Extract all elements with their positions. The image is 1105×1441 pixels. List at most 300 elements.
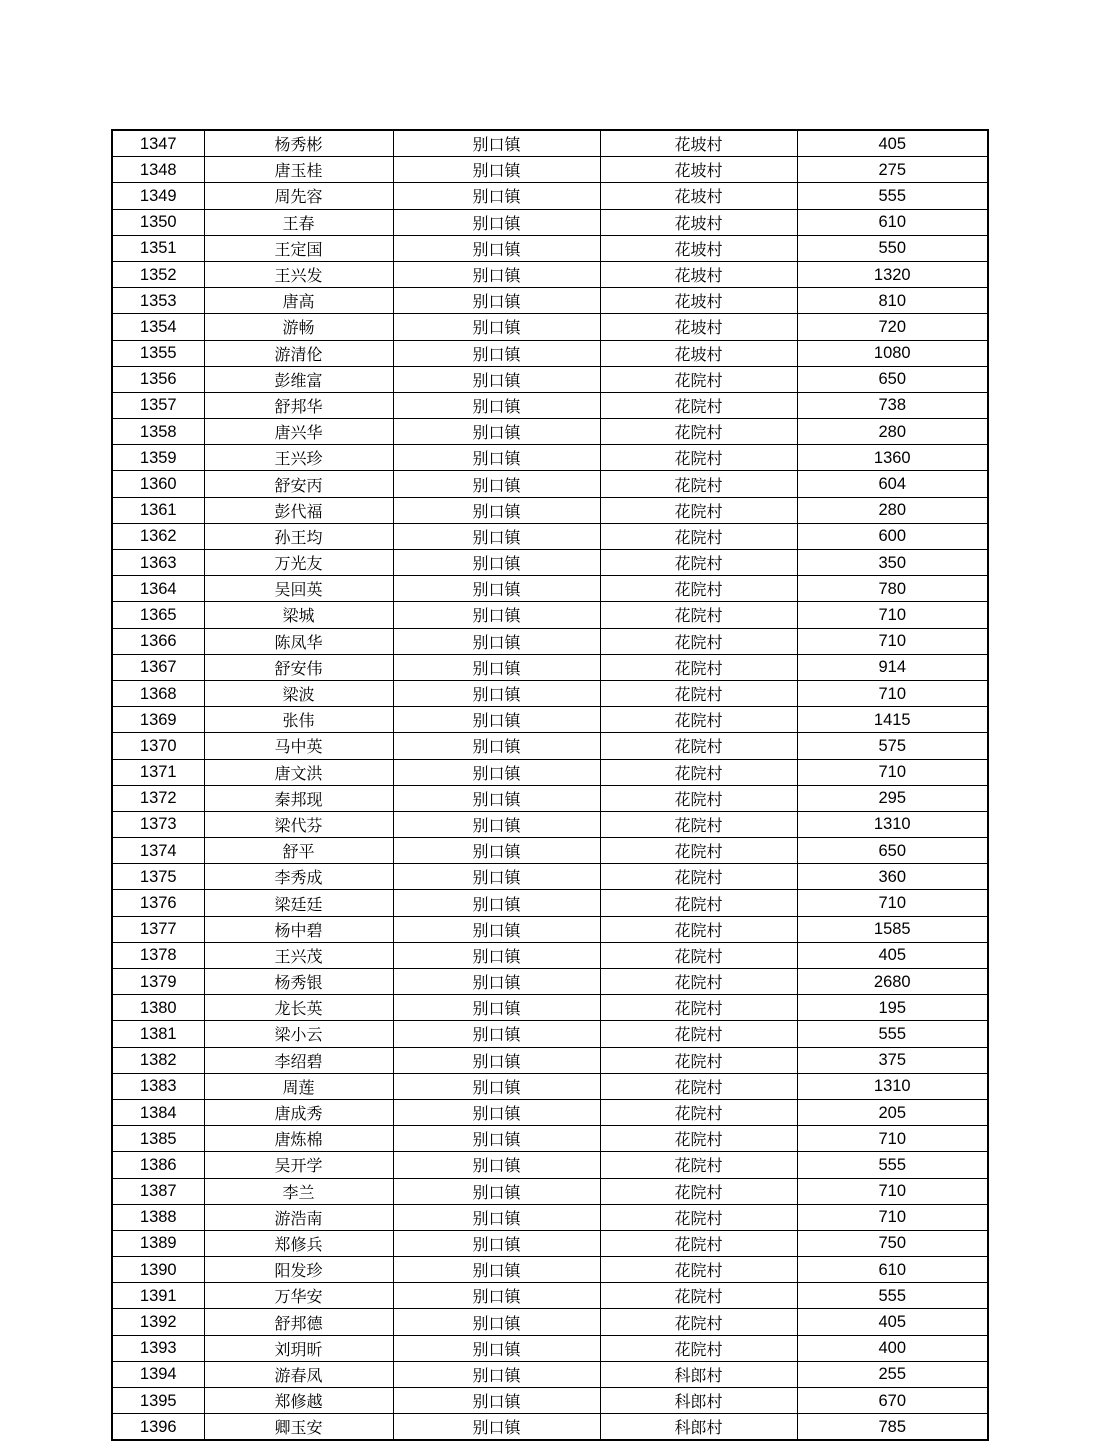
name-cell: 梁廷廷 — [204, 890, 393, 916]
name-cell: 舒邦德 — [204, 1309, 393, 1335]
town-cell: 别口镇 — [393, 130, 600, 157]
table-row — [112, 1309, 988, 1335]
row-number-cell: 1351 — [112, 235, 204, 261]
amount-cell: 914 — [797, 654, 988, 680]
name-cell: 张伟 — [204, 707, 393, 733]
table-row — [112, 654, 988, 680]
amount-cell: 600 — [797, 523, 988, 549]
town-cell: 别口镇 — [393, 1047, 600, 1073]
town-cell: 别口镇 — [393, 1073, 600, 1099]
amount-cell: 555 — [797, 183, 988, 209]
name-cell: 杨秀彬 — [204, 130, 393, 157]
village-cell: 花院村 — [600, 680, 797, 706]
table-row — [112, 1283, 988, 1309]
town-cell: 别口镇 — [393, 1309, 600, 1335]
town-cell: 别口镇 — [393, 811, 600, 837]
town-cell: 别口镇 — [393, 314, 600, 340]
village-cell: 花院村 — [600, 995, 797, 1021]
name-cell: 舒安丙 — [204, 471, 393, 497]
name-cell: 彭代福 — [204, 497, 393, 523]
amount-cell: 275 — [797, 157, 988, 183]
village-cell: 花院村 — [600, 471, 797, 497]
amount-cell: 400 — [797, 1335, 988, 1361]
amount-cell: 810 — [797, 288, 988, 314]
table-row — [112, 130, 988, 157]
row-number-cell: 1362 — [112, 523, 204, 549]
row-number-cell: 1352 — [112, 261, 204, 287]
amount-cell: 1310 — [797, 1073, 988, 1099]
village-cell: 花院村 — [600, 838, 797, 864]
name-cell: 王兴发 — [204, 261, 393, 287]
town-cell: 别口镇 — [393, 1152, 600, 1178]
name-cell: 唐高 — [204, 288, 393, 314]
town-cell: 别口镇 — [393, 864, 600, 890]
row-number-cell: 1348 — [112, 157, 204, 183]
table-row — [112, 1152, 988, 1178]
amount-cell: 405 — [797, 130, 988, 157]
name-cell: 万华安 — [204, 1283, 393, 1309]
village-cell: 花院村 — [600, 602, 797, 628]
row-number-cell: 1375 — [112, 864, 204, 890]
amount-cell: 720 — [797, 314, 988, 340]
amount-cell: 375 — [797, 1047, 988, 1073]
village-cell: 花院村 — [600, 785, 797, 811]
village-cell: 花院村 — [600, 916, 797, 942]
town-cell: 别口镇 — [393, 654, 600, 680]
row-number-cell: 1358 — [112, 419, 204, 445]
table-row — [112, 785, 988, 811]
table-row — [112, 1414, 988, 1441]
table-row — [112, 602, 988, 628]
name-cell: 孙王均 — [204, 523, 393, 549]
village-cell: 花院村 — [600, 419, 797, 445]
amount-cell: 555 — [797, 1283, 988, 1309]
village-cell: 花院村 — [600, 654, 797, 680]
row-number-cell: 1364 — [112, 576, 204, 602]
amount-cell: 650 — [797, 838, 988, 864]
table-row — [112, 1257, 988, 1283]
village-cell: 花院村 — [600, 497, 797, 523]
village-cell: 花院村 — [600, 1073, 797, 1099]
name-cell: 王春 — [204, 209, 393, 235]
town-cell: 别口镇 — [393, 1388, 600, 1414]
village-cell: 花坡村 — [600, 183, 797, 209]
name-cell: 王定国 — [204, 235, 393, 261]
row-number-cell: 1366 — [112, 628, 204, 654]
table-row — [112, 497, 988, 523]
village-cell: 花院村 — [600, 576, 797, 602]
table-row — [112, 471, 988, 497]
table-row — [112, 759, 988, 785]
amount-cell: 2680 — [797, 969, 988, 995]
row-number-cell: 1381 — [112, 1021, 204, 1047]
table-row — [112, 890, 988, 916]
amount-cell: 205 — [797, 1099, 988, 1125]
row-number-cell: 1393 — [112, 1335, 204, 1361]
row-number-cell: 1355 — [112, 340, 204, 366]
town-cell: 别口镇 — [393, 628, 600, 654]
table-row — [112, 1021, 988, 1047]
row-number-cell: 1389 — [112, 1230, 204, 1256]
amount-cell: 1415 — [797, 707, 988, 733]
amount-cell: 575 — [797, 733, 988, 759]
row-number-cell: 1356 — [112, 366, 204, 392]
name-cell: 郑修越 — [204, 1388, 393, 1414]
name-cell: 舒邦华 — [204, 392, 393, 418]
name-cell: 万光友 — [204, 550, 393, 576]
amount-cell: 670 — [797, 1388, 988, 1414]
table-row — [112, 942, 988, 968]
row-number-cell: 1385 — [112, 1126, 204, 1152]
row-number-cell: 1369 — [112, 707, 204, 733]
town-cell: 别口镇 — [393, 235, 600, 261]
village-cell: 花院村 — [600, 445, 797, 471]
row-number-cell: 1382 — [112, 1047, 204, 1073]
row-number-cell: 1394 — [112, 1361, 204, 1387]
amount-cell: 604 — [797, 471, 988, 497]
town-cell: 别口镇 — [393, 209, 600, 235]
name-cell: 梁波 — [204, 680, 393, 706]
town-cell: 别口镇 — [393, 261, 600, 287]
name-cell: 游浩南 — [204, 1204, 393, 1230]
row-number-cell: 1396 — [112, 1414, 204, 1441]
village-cell: 花院村 — [600, 1126, 797, 1152]
amount-cell: 750 — [797, 1230, 988, 1256]
name-cell: 梁城 — [204, 602, 393, 628]
town-cell: 别口镇 — [393, 392, 600, 418]
village-cell: 花院村 — [600, 890, 797, 916]
amount-cell: 710 — [797, 1178, 988, 1204]
amount-cell: 710 — [797, 890, 988, 916]
town-cell: 别口镇 — [393, 1126, 600, 1152]
name-cell: 舒安伟 — [204, 654, 393, 680]
table-row — [112, 550, 988, 576]
row-number-cell: 1383 — [112, 1073, 204, 1099]
town-cell: 别口镇 — [393, 942, 600, 968]
table-row — [112, 1047, 988, 1073]
amount-cell: 350 — [797, 550, 988, 576]
town-cell: 别口镇 — [393, 1283, 600, 1309]
town-cell: 别口镇 — [393, 576, 600, 602]
row-number-cell: 1390 — [112, 1257, 204, 1283]
name-cell: 杨中碧 — [204, 916, 393, 942]
village-cell: 花院村 — [600, 811, 797, 837]
table-row — [112, 1178, 988, 1204]
village-cell: 花坡村 — [600, 130, 797, 157]
row-number-cell: 1387 — [112, 1178, 204, 1204]
row-number-cell: 1363 — [112, 550, 204, 576]
town-cell: 别口镇 — [393, 733, 600, 759]
amount-cell: 195 — [797, 995, 988, 1021]
name-cell: 王兴珍 — [204, 445, 393, 471]
name-cell: 舒平 — [204, 838, 393, 864]
table-row — [112, 288, 988, 314]
village-cell: 花坡村 — [600, 288, 797, 314]
table-row — [112, 157, 988, 183]
name-cell: 阳发珍 — [204, 1257, 393, 1283]
town-cell: 别口镇 — [393, 497, 600, 523]
row-number-cell: 1353 — [112, 288, 204, 314]
name-cell: 李兰 — [204, 1178, 393, 1204]
table-row — [112, 209, 988, 235]
row-number-cell: 1395 — [112, 1388, 204, 1414]
village-cell: 花坡村 — [600, 314, 797, 340]
table-row — [112, 1230, 988, 1256]
name-cell: 卿玉安 — [204, 1414, 393, 1441]
name-cell: 周先容 — [204, 183, 393, 209]
row-number-cell: 1388 — [112, 1204, 204, 1230]
village-cell: 花院村 — [600, 550, 797, 576]
town-cell: 别口镇 — [393, 1335, 600, 1361]
town-cell: 别口镇 — [393, 523, 600, 549]
name-cell: 郑修兵 — [204, 1230, 393, 1256]
town-cell: 别口镇 — [393, 969, 600, 995]
town-cell: 别口镇 — [393, 288, 600, 314]
table-row — [112, 864, 988, 890]
village-cell: 花院村 — [600, 392, 797, 418]
amount-cell: 555 — [797, 1021, 988, 1047]
village-cell: 科郎村 — [600, 1414, 797, 1441]
amount-cell: 1585 — [797, 916, 988, 942]
name-cell: 李秀成 — [204, 864, 393, 890]
row-number-cell: 1373 — [112, 811, 204, 837]
row-number-cell: 1376 — [112, 890, 204, 916]
amount-cell: 1080 — [797, 340, 988, 366]
town-cell: 别口镇 — [393, 1099, 600, 1125]
amount-cell: 360 — [797, 864, 988, 890]
town-cell: 别口镇 — [393, 366, 600, 392]
village-cell: 花院村 — [600, 969, 797, 995]
table-row — [112, 838, 988, 864]
name-cell: 梁小云 — [204, 1021, 393, 1047]
village-cell: 花院村 — [600, 1283, 797, 1309]
table-row — [112, 183, 988, 209]
village-cell: 科郎村 — [600, 1388, 797, 1414]
amount-cell: 650 — [797, 366, 988, 392]
village-cell: 花院村 — [600, 864, 797, 890]
town-cell: 别口镇 — [393, 680, 600, 706]
village-cell: 花坡村 — [600, 235, 797, 261]
name-cell: 周莲 — [204, 1073, 393, 1099]
name-cell: 吴回英 — [204, 576, 393, 602]
table-row — [112, 1361, 988, 1387]
table-row — [112, 392, 988, 418]
town-cell: 别口镇 — [393, 1361, 600, 1387]
town-cell: 别口镇 — [393, 838, 600, 864]
amount-cell: 785 — [797, 1414, 988, 1441]
amount-cell: 255 — [797, 1361, 988, 1387]
row-number-cell: 1386 — [112, 1152, 204, 1178]
name-cell: 刘玥昕 — [204, 1335, 393, 1361]
village-cell: 花院村 — [600, 942, 797, 968]
row-number-cell: 1377 — [112, 916, 204, 942]
amount-cell: 405 — [797, 942, 988, 968]
amount-cell: 738 — [797, 392, 988, 418]
table-row — [112, 707, 988, 733]
village-cell: 花坡村 — [600, 209, 797, 235]
amount-cell: 710 — [797, 628, 988, 654]
table-row — [112, 916, 988, 942]
town-cell: 别口镇 — [393, 471, 600, 497]
amount-cell: 710 — [797, 759, 988, 785]
town-cell: 别口镇 — [393, 550, 600, 576]
table-row — [112, 366, 988, 392]
table-row — [112, 995, 988, 1021]
town-cell: 别口镇 — [393, 1021, 600, 1047]
town-cell: 别口镇 — [393, 183, 600, 209]
table-row — [112, 314, 988, 340]
village-cell: 花院村 — [600, 1204, 797, 1230]
table-row — [112, 576, 988, 602]
village-cell: 科郎村 — [600, 1361, 797, 1387]
town-cell: 别口镇 — [393, 759, 600, 785]
town-cell: 别口镇 — [393, 890, 600, 916]
row-number-cell: 1372 — [112, 785, 204, 811]
row-number-cell: 1374 — [112, 838, 204, 864]
village-cell: 花院村 — [600, 707, 797, 733]
amount-cell: 1360 — [797, 445, 988, 471]
table-row — [112, 628, 988, 654]
row-number-cell: 1365 — [112, 602, 204, 628]
town-cell: 别口镇 — [393, 1230, 600, 1256]
amount-cell: 1320 — [797, 261, 988, 287]
name-cell: 梁代芬 — [204, 811, 393, 837]
table-row — [112, 680, 988, 706]
table-row — [112, 261, 988, 287]
town-cell: 别口镇 — [393, 995, 600, 1021]
table-row — [112, 733, 988, 759]
name-cell: 唐成秀 — [204, 1099, 393, 1125]
name-cell: 陈凤华 — [204, 628, 393, 654]
row-number-cell: 1392 — [112, 1309, 204, 1335]
table-row — [112, 969, 988, 995]
amount-cell: 780 — [797, 576, 988, 602]
table-row — [112, 1204, 988, 1230]
village-cell: 花院村 — [600, 1257, 797, 1283]
town-cell: 别口镇 — [393, 340, 600, 366]
amount-cell: 710 — [797, 1204, 988, 1230]
village-cell: 花坡村 — [600, 340, 797, 366]
row-number-cell: 1379 — [112, 969, 204, 995]
town-cell: 别口镇 — [393, 785, 600, 811]
town-cell: 别口镇 — [393, 602, 600, 628]
name-cell: 龙长英 — [204, 995, 393, 1021]
village-cell: 花坡村 — [600, 157, 797, 183]
table-row — [112, 445, 988, 471]
name-cell: 唐玉桂 — [204, 157, 393, 183]
town-cell: 别口镇 — [393, 1204, 600, 1230]
name-cell: 王兴茂 — [204, 942, 393, 968]
amount-cell: 550 — [797, 235, 988, 261]
village-cell: 花院村 — [600, 1152, 797, 1178]
amount-cell: 405 — [797, 1309, 988, 1335]
table-row — [112, 811, 988, 837]
table-row — [112, 1099, 988, 1125]
town-cell: 别口镇 — [393, 1414, 600, 1441]
name-cell: 吴开学 — [204, 1152, 393, 1178]
amount-cell: 610 — [797, 1257, 988, 1283]
name-cell: 游清伦 — [204, 340, 393, 366]
table-row — [112, 1073, 988, 1099]
row-number-cell: 1359 — [112, 445, 204, 471]
village-cell: 花坡村 — [600, 261, 797, 287]
amount-cell: 555 — [797, 1152, 988, 1178]
village-cell: 花院村 — [600, 628, 797, 654]
amount-cell: 610 — [797, 209, 988, 235]
amount-cell: 1310 — [797, 811, 988, 837]
row-number-cell: 1360 — [112, 471, 204, 497]
row-number-cell: 1367 — [112, 654, 204, 680]
row-number-cell: 1361 — [112, 497, 204, 523]
table-row — [112, 523, 988, 549]
row-number-cell: 1391 — [112, 1283, 204, 1309]
row-number-cell: 1371 — [112, 759, 204, 785]
town-cell: 别口镇 — [393, 1178, 600, 1204]
table-row — [112, 1388, 988, 1414]
village-cell: 花院村 — [600, 733, 797, 759]
name-cell: 李绍碧 — [204, 1047, 393, 1073]
amount-cell: 280 — [797, 497, 988, 523]
table-row — [112, 1126, 988, 1152]
village-cell: 花院村 — [600, 1309, 797, 1335]
town-cell: 别口镇 — [393, 419, 600, 445]
amount-cell: 710 — [797, 680, 988, 706]
name-cell: 唐炼棉 — [204, 1126, 393, 1152]
amount-cell: 710 — [797, 602, 988, 628]
table-row — [112, 1335, 988, 1361]
town-cell: 别口镇 — [393, 445, 600, 471]
town-cell: 别口镇 — [393, 707, 600, 733]
town-cell: 别口镇 — [393, 916, 600, 942]
table-row — [112, 340, 988, 366]
name-cell: 马中英 — [204, 733, 393, 759]
name-cell: 彭维富 — [204, 366, 393, 392]
table-row — [112, 419, 988, 445]
town-cell: 别口镇 — [393, 157, 600, 183]
amount-cell: 295 — [797, 785, 988, 811]
row-number-cell: 1384 — [112, 1099, 204, 1125]
village-cell: 花院村 — [600, 1335, 797, 1361]
row-number-cell: 1368 — [112, 680, 204, 706]
row-number-cell: 1350 — [112, 209, 204, 235]
amount-cell: 710 — [797, 1126, 988, 1152]
row-number-cell: 1380 — [112, 995, 204, 1021]
village-cell: 花院村 — [600, 523, 797, 549]
amount-cell: 280 — [797, 419, 988, 445]
row-number-cell: 1370 — [112, 733, 204, 759]
village-cell: 花院村 — [600, 1178, 797, 1204]
row-number-cell: 1378 — [112, 942, 204, 968]
village-cell: 花院村 — [600, 366, 797, 392]
row-number-cell: 1357 — [112, 392, 204, 418]
table-row — [112, 235, 988, 261]
data-table — [111, 129, 989, 1441]
name-cell: 游春凤 — [204, 1361, 393, 1387]
village-cell: 花院村 — [600, 1047, 797, 1073]
village-cell: 花院村 — [600, 1099, 797, 1125]
name-cell: 杨秀银 — [204, 969, 393, 995]
row-number-cell: 1349 — [112, 183, 204, 209]
row-number-cell: 1347 — [112, 130, 204, 157]
row-number-cell: 1354 — [112, 314, 204, 340]
village-cell: 花院村 — [600, 1021, 797, 1047]
table-body — [112, 130, 988, 1440]
name-cell: 唐兴华 — [204, 419, 393, 445]
name-cell: 秦邦现 — [204, 785, 393, 811]
village-cell: 花院村 — [600, 759, 797, 785]
village-cell: 花院村 — [600, 1230, 797, 1256]
name-cell: 游畅 — [204, 314, 393, 340]
